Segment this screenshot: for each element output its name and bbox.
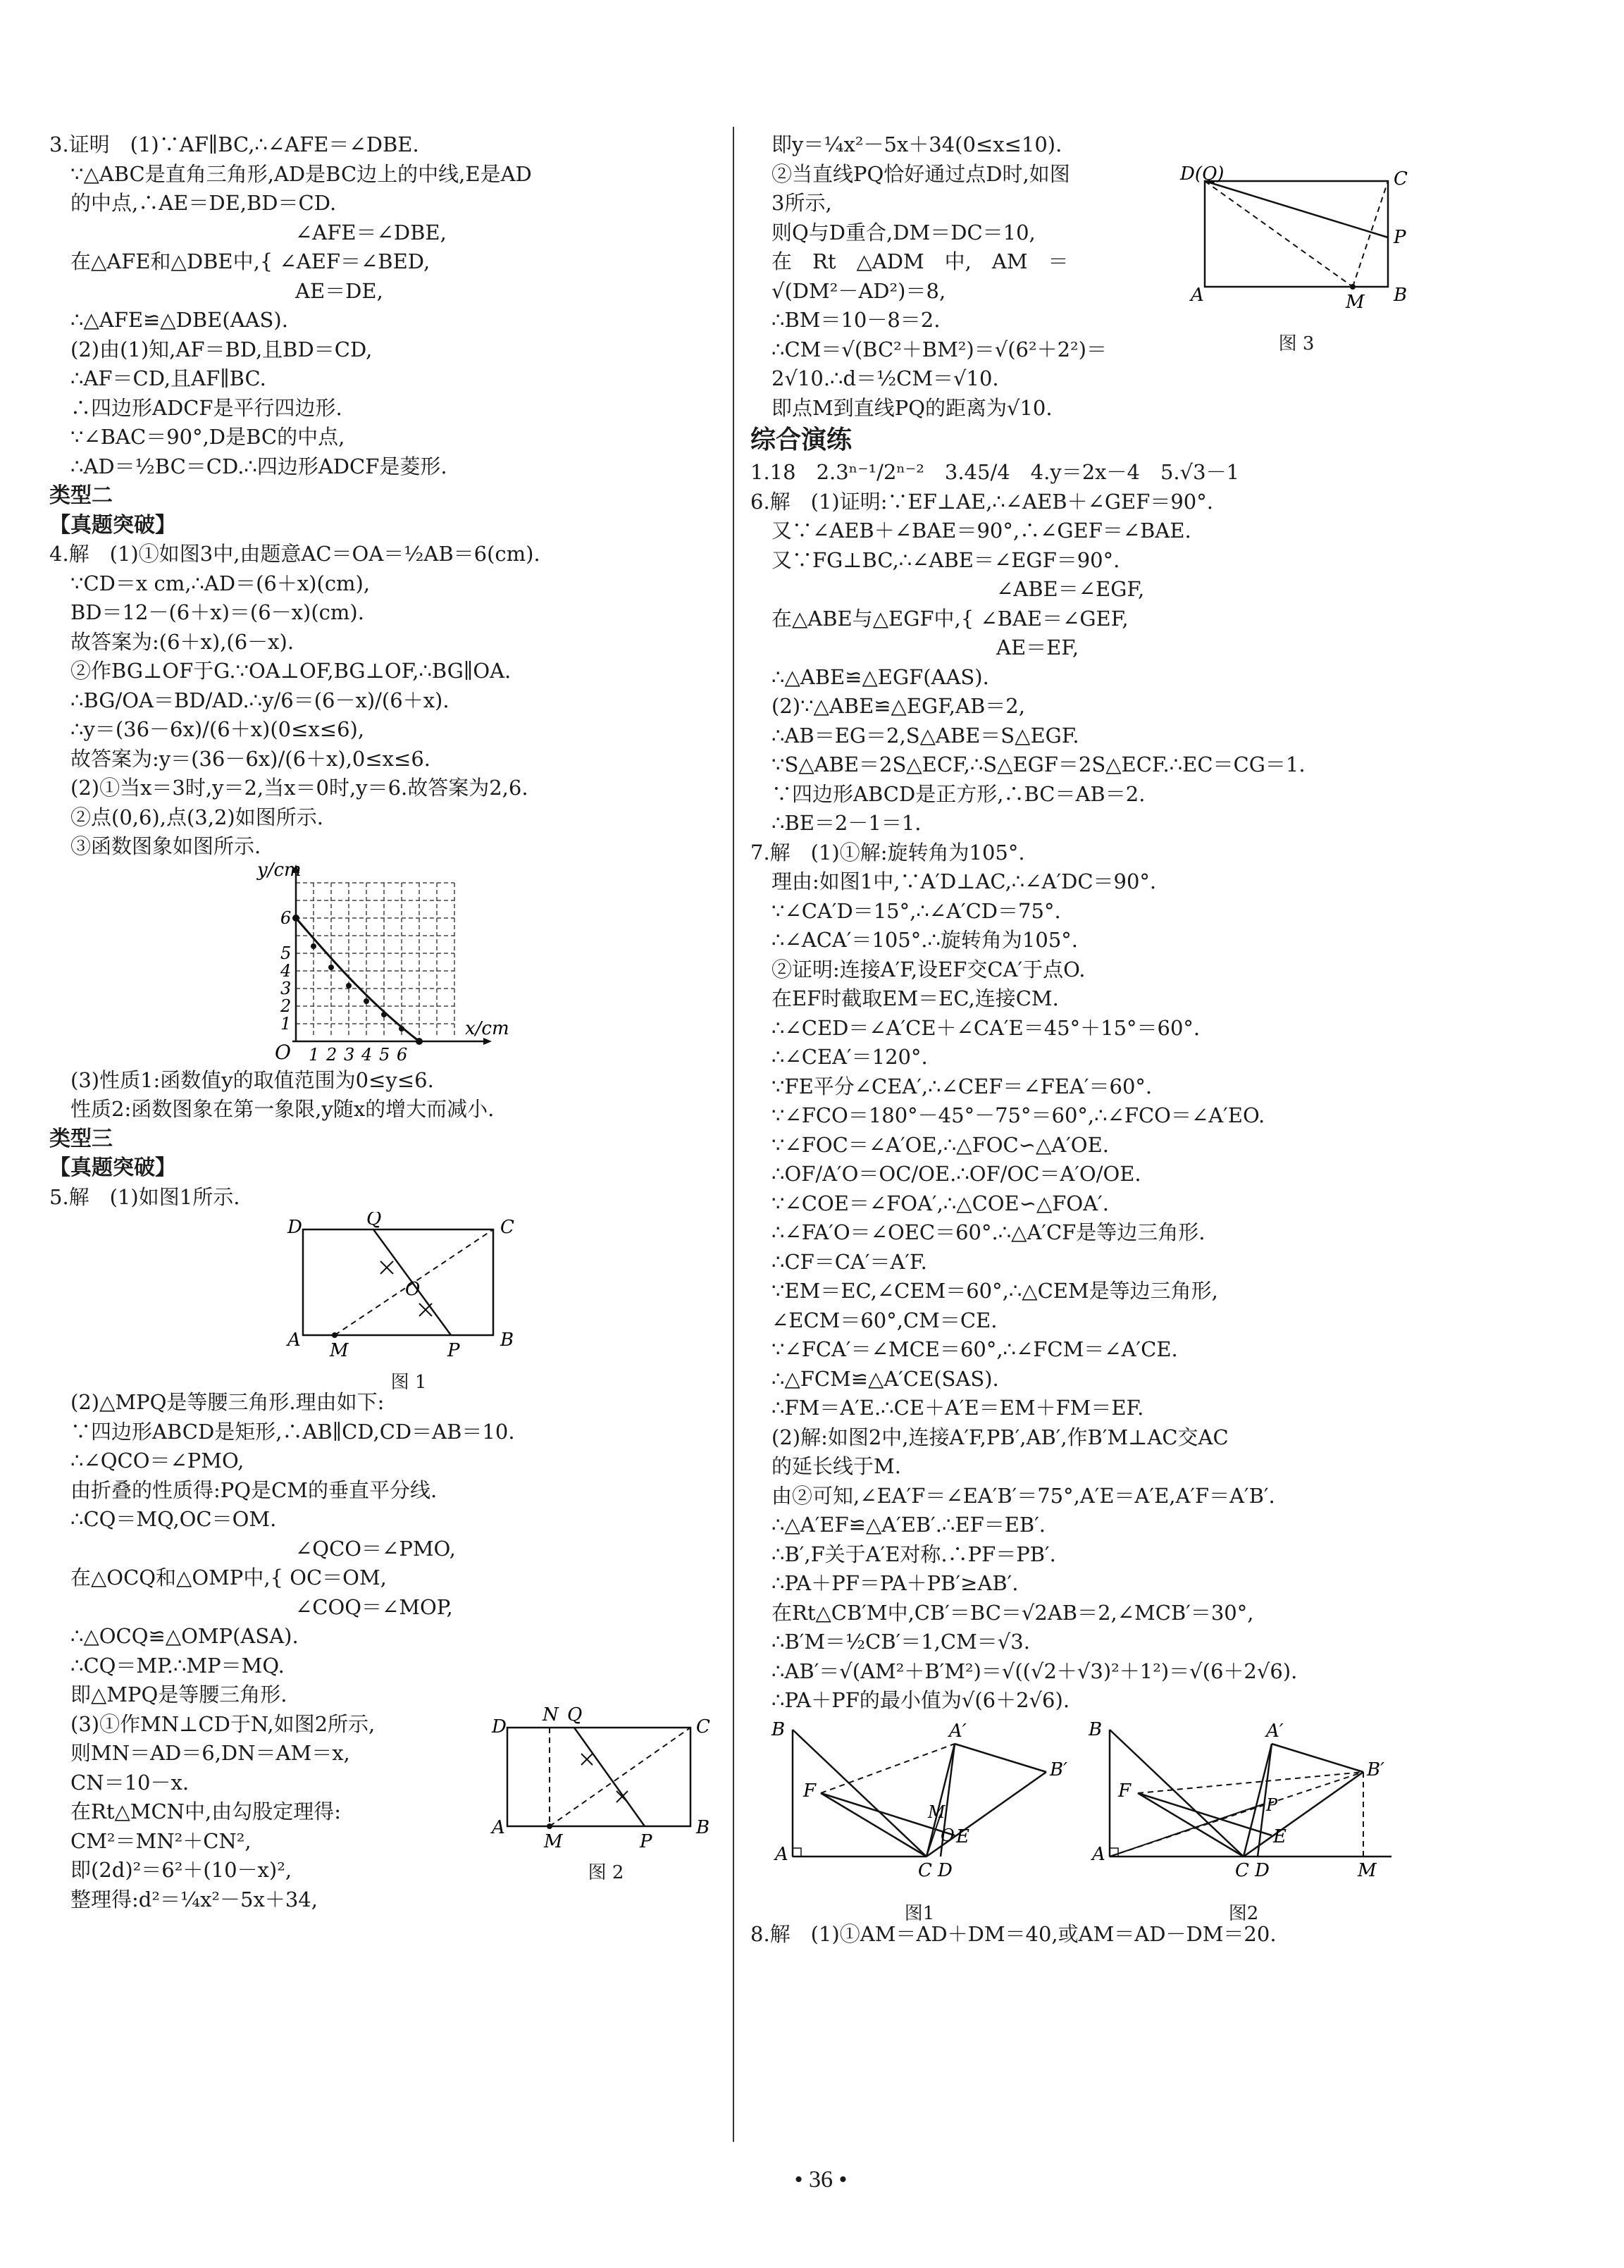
- origin-label: O: [275, 1040, 291, 1064]
- text-line: ∴AB＝EG＝2,S△ABE＝S△EGF.: [771, 723, 1079, 748]
- text-line: 5.解 (1)如图1所示.: [49, 1184, 240, 1209]
- svg-text:B′: B′: [1367, 1759, 1385, 1780]
- text-line: ∴AD＝½BC＝CD.∴四边形ADCF是菱形.: [70, 454, 447, 478]
- text-line: CN＝10－x.: [70, 1770, 190, 1795]
- svg-text:B: B: [1394, 284, 1408, 306]
- text-line: (2)△MPQ是等腰三角形.理由如下:: [70, 1390, 385, 1414]
- text-line: 在EF时截取EM＝EC,连接CM.: [771, 986, 1059, 1010]
- text-line: 在Rt△CB′M中,CB′＝BC＝√2AB＝2,∠MCB′＝30°,: [771, 1600, 1254, 1625]
- text-line: 又∵FG⊥BC,∴∠ABE＝∠EGF＝90°.: [771, 547, 1120, 572]
- text-line: ∴CQ＝MQ,OC＝OM.: [70, 1507, 277, 1531]
- text-line: ②证明:连接A′F,设EF交CA′于点O.: [771, 957, 1086, 981]
- x-tick: 6: [397, 1044, 408, 1065]
- text-line: 1.18 2.3ⁿ⁻¹/2ⁿ⁻² 3.45/4 4.y＝2x－4 5.√3－1: [750, 460, 1240, 484]
- text-line: ∴△ABE≌△EGF(AAS).: [771, 664, 989, 689]
- text-line: 则MN＝AD＝6,DN＝AM＝x,: [70, 1741, 350, 1765]
- text-line: 故答案为:y＝(36－6x)/(6＋x),0≤x≤6.: [70, 746, 430, 771]
- y-tick: 5: [280, 943, 292, 963]
- section-breakthrough: 【真题突破】: [49, 512, 176, 538]
- y-tick: 3: [280, 978, 292, 998]
- svg-text:A: A: [1191, 284, 1204, 306]
- x-tick: 2: [326, 1044, 337, 1065]
- text-line: (2)∵△ABE≌△EGF,AB＝2,: [771, 694, 1025, 718]
- figure-7-1-svg: [764, 1716, 1074, 1892]
- text-line: ∴△OCQ≌△OMP(ASA).: [70, 1624, 299, 1648]
- figure-2-svg: [486, 1703, 726, 1851]
- svg-text:O: O: [405, 1279, 421, 1300]
- text-line: 性质2:函数图象在第一象限,y随x的增大而减小.: [70, 1097, 495, 1121]
- figure-1: [282, 1212, 747, 1393]
- x-tick: 4: [361, 1044, 373, 1065]
- svg-text:A′: A′: [1266, 1720, 1284, 1742]
- text-line: ∵∠FOC＝∠A′OE,∴△FOC∽△A′OE.: [771, 1132, 1109, 1157]
- x-tick: 1: [309, 1044, 320, 1065]
- text-line: ∴PA＋PF＝PA＋PB′≥AB′.: [771, 1571, 1019, 1595]
- svg-text:M: M: [330, 1340, 349, 1360]
- text-line: ∴∠QCO＝∠PMO,: [70, 1449, 244, 1473]
- text-line: AE＝EF,: [771, 636, 1079, 659]
- x-axis-label: x/cm: [465, 1017, 509, 1039]
- figure-1-svg: [282, 1212, 535, 1360]
- text-line: 则Q与D重合,DM＝DC＝10,: [771, 220, 1036, 244]
- svg-text:D: D: [1255, 1859, 1270, 1881]
- svg-text:B′: B′: [1050, 1759, 1068, 1780]
- svg-text:D: D: [492, 1716, 507, 1737]
- text-line: ∵∠FCO＝180°－45°－75°＝60°,∴∠FCO＝∠A′EO.: [771, 1103, 1265, 1127]
- svg-text:C: C: [1235, 1859, 1249, 1881]
- figure-7-2-caption: 图2: [1228, 1903, 1259, 1924]
- text-line: ②当直线PQ恰好通过点D时,如图: [771, 161, 1070, 186]
- text-line: ∴B′,F关于A′E对称.∴PF＝PB′.: [771, 1542, 1056, 1566]
- text-line: ③函数图象如图所示.: [70, 834, 261, 858]
- figure-2: [486, 1703, 726, 1888]
- text-line: ∴OF/A′O＝OC/OE.∴OF/OC＝A′O/OE.: [771, 1162, 1141, 1186]
- text-line: CM²＝MN²＋CN²,: [70, 1828, 252, 1853]
- text-line: 即△MPQ是等腰三角形.: [70, 1683, 287, 1706]
- svg-text:B: B: [500, 1330, 514, 1351]
- text-line: ∴△FCM≌△A′CE(SAS).: [771, 1366, 999, 1391]
- text-line: 3所示,: [771, 191, 832, 215]
- text-line: ∴PA＋PF的最小值为√(6＋2√6).: [771, 1688, 1070, 1712]
- svg-text:B: B: [1089, 1718, 1103, 1740]
- text-line: ∴y＝(36－6x)/(6＋x)(0≤x≤6),: [70, 717, 365, 741]
- text-line: ∴AF＝CD,且AF∥BC.: [70, 366, 266, 390]
- text-line: ∵∠BAC＝90°,D是BC的中点,: [70, 425, 345, 449]
- svg-text:P: P: [1394, 226, 1406, 248]
- svg-text:Q: Q: [366, 1212, 382, 1229]
- svg-text:P: P: [447, 1340, 460, 1360]
- svg-text:D(Q): D(Q): [1180, 163, 1225, 185]
- text-line: √(DM²－AD²)＝8,: [771, 278, 946, 303]
- function-graph: [254, 862, 747, 1066]
- svg-text:M: M: [928, 1802, 946, 1822]
- text-line: (3)性质1:函数值y的取值范围为0≤y≤6.: [70, 1067, 434, 1092]
- text-line: 理由:如图1中,∵A′D⊥AC,∴∠A′DC＝90°.: [771, 869, 1157, 893]
- text-line: 在△AFE和△DBE中,{ ∠AEF＝∠BED,: [70, 249, 430, 273]
- page-number: • 36 •: [794, 2167, 848, 2193]
- svg-text:F: F: [1118, 1780, 1132, 1802]
- text-line: ②点(0,6),点(3,2)如图所示.: [70, 805, 323, 829]
- text-line: ∵EM＝EC,∠CEM＝60°,∴△CEM是等边三角形,: [771, 1279, 1218, 1303]
- text-line: ∴∠CED＝∠A′CE＋∠CA′E＝45°＋15°＝60°.: [771, 1015, 1201, 1040]
- figure-7-2: [1089, 1716, 1399, 1924]
- text-line: 即y＝¼x²－5x＋34(0≤x≤10).: [771, 132, 1062, 156]
- text-line: ∴BE＝2－1＝1.: [771, 811, 922, 835]
- text-line: ∵∠CA′D＝15°,∴∠A′CD＝75°.: [771, 898, 1061, 923]
- text-line: ∴△AFE≌△DBE(AAS).: [70, 308, 288, 332]
- text-line: ∵FE平分∠CEA′,∴∠CEF＝∠FEA′＝60°.: [771, 1074, 1153, 1098]
- svg-text:O: O: [941, 1825, 955, 1845]
- svg-text:D: D: [287, 1217, 302, 1238]
- svg-text:M: M: [1358, 1859, 1377, 1881]
- right-column: [750, 130, 1448, 1949]
- text-line: ∴∠ACA′＝105°.∴旋转角为105°.: [771, 928, 1079, 952]
- text-line: 2√10.∴d＝½CM＝√10.: [771, 366, 999, 390]
- y-tick: 6: [280, 907, 292, 928]
- text-line: ∵∠FCA′＝∠MCE＝60°,∴∠FCM＝∠A′CE.: [771, 1337, 1178, 1361]
- y-tick: 2: [280, 996, 292, 1016]
- text-line: ∴∠FA′O＝∠OEC＝60°.∴△A′CF是等边三角形.: [771, 1220, 1205, 1244]
- figure-2-caption: 图 2: [588, 1862, 624, 1883]
- section-breakthrough: 【真题突破】: [49, 1155, 176, 1180]
- svg-text:A: A: [287, 1330, 301, 1351]
- text-line: (2)解:如图2中,连接A′F,PB′,AB′,作B′M⊥AC交AC: [771, 1425, 1229, 1449]
- text-line: 故答案为:(6＋x),(6－x).: [70, 629, 295, 654]
- text-line: ∴CQ＝MP.∴MP＝MQ.: [70, 1653, 285, 1678]
- text-line: 整理得:d²＝¼x²－5x＋34,: [70, 1887, 318, 1911]
- text-line: 3.证明 (1)∵AF∥BC,∴∠AFE＝∠DBE.: [49, 132, 419, 156]
- text-line: 的中点,∴AE＝DE,BD＝CD.: [70, 191, 337, 215]
- svg-text:M: M: [1346, 291, 1365, 313]
- function-graph-svg: [254, 862, 550, 1066]
- text-line: ∴CF＝CA′＝A′F.: [771, 1249, 927, 1274]
- function-curve: [296, 918, 419, 1041]
- text-line: ∠ECM＝60°,CM＝CE.: [771, 1308, 998, 1332]
- svg-text:C: C: [696, 1716, 710, 1737]
- text-line: (2)①当x＝3时,y＝2,当x＝0时,y＝6.故答案为2,6.: [70, 776, 528, 800]
- text-line: AE＝DE,: [70, 278, 383, 303]
- svg-text:C: C: [500, 1217, 514, 1238]
- figure-3-svg: [1177, 160, 1416, 322]
- left-column: [49, 130, 747, 1914]
- text-line: ∴BG/OA＝BD/AD.∴y/6＝(6－x)/(6＋x).: [70, 688, 450, 712]
- svg-text:D: D: [938, 1859, 953, 1881]
- text-line: ∵四边形ABCD是矩形,∴AB∥CD,CD＝AB＝10.: [70, 1419, 515, 1444]
- text-line: (3)①作MN⊥CD于N,如图2所示,: [70, 1711, 376, 1736]
- text-line: 4.解 (1)①如图3中,由题意AC＝OA＝½AB＝6(cm).: [49, 542, 540, 566]
- svg-text:C: C: [918, 1859, 932, 1881]
- svg-text:B: B: [696, 1816, 710, 1838]
- text-line: ∵S△ABE＝2S△ECF,∴S△EGF＝2S△ECF.∴EC＝CG＝1.: [771, 752, 1306, 776]
- svg-text:P: P: [640, 1830, 652, 1851]
- text-line: (2)由(1)知,AF＝BD,且BD＝CD,: [70, 337, 373, 361]
- svg-text:P: P: [1266, 1795, 1278, 1815]
- section-type-2: 类型二: [49, 483, 113, 508]
- figure-3-caption: 图 3: [1278, 333, 1315, 354]
- text-line: 由②可知,∠EA′F＝∠EA′B′＝75°,A′E＝A′E,A′F＝A′B′.: [771, 1483, 1275, 1508]
- svg-text:F: F: [803, 1780, 817, 1802]
- text-line: ②作BG⊥OF于G.∵OA⊥OF,BG⊥OF,∴BG∥OA.: [70, 659, 512, 683]
- svg-text:A: A: [492, 1816, 505, 1838]
- text-line: 由折叠的性质得:PQ是CM的垂直平分线.: [70, 1477, 438, 1502]
- figure-7-1-caption: 图1: [904, 1903, 935, 1924]
- svg-text:C: C: [1394, 168, 1408, 190]
- text-line: ∴B′M＝½CB′＝1,CM＝√3.: [771, 1630, 1030, 1654]
- text-line: 又∵∠AEB＋∠BAE＝90°,∴∠GEF＝∠BAE.: [771, 519, 1191, 543]
- svg-text:Q: Q: [567, 1704, 583, 1725]
- svg-text:A: A: [1092, 1843, 1105, 1865]
- text-line: 即点M到直线PQ的距离为√10.: [771, 395, 1053, 420]
- svg-text:A′: A′: [949, 1720, 967, 1742]
- text-line: 在 Rt △ADM 中, AM ＝: [771, 249, 1069, 273]
- text-line: ∵∠COE＝∠FOA′,∴△COE∽△FOA′.: [771, 1191, 1109, 1215]
- text-line: ∠ABE＝∠EGF,: [771, 577, 1145, 601]
- text-line: ∴四边形ADCF是平行四边形.: [70, 395, 342, 420]
- text-line: BD＝12－(6＋x)＝(6－x)(cm).: [70, 600, 364, 624]
- text-line: 7.解 (1)①解:旋转角为105°.: [750, 840, 1025, 865]
- text-line: ∴FM＝A′E.∴CE＋A′E＝EM＋FM＝EF.: [771, 1396, 1144, 1420]
- figure-7-2-svg: [1089, 1716, 1399, 1892]
- y-tick: 1: [280, 1013, 292, 1034]
- x-tick: 5: [379, 1044, 390, 1065]
- text-line: 的延长线于M.: [771, 1454, 901, 1478]
- text-line: ∠COQ＝∠MOP,: [70, 1594, 453, 1619]
- text-line: ∵△ABC是直角三角形,AD是BC边上的中线,E是AD: [70, 161, 532, 186]
- text-line: ∴△A′EF≌△A′EB′.∴EF＝EB′.: [771, 1513, 1046, 1537]
- text-line: ∵CD＝x cm,∴AD＝(6＋x)(cm),: [70, 571, 371, 595]
- text-line: ∠AFE＝∠DBE,: [70, 220, 447, 244]
- svg-text:M: M: [544, 1830, 563, 1851]
- text-line: ∵四边形ABCD是正方形,∴BC＝AB＝2.: [771, 781, 1146, 806]
- text-line: ∴AB′＝√(AM²＋B′M²)＝√((√2＋√3)²＋1²)＝√(6＋2√6).: [771, 1659, 1298, 1683]
- figures-7: [750, 1716, 1448, 1924]
- section-type-3: 类型三: [49, 1126, 113, 1151]
- section-comprehensive-practice: 综合演练: [750, 426, 853, 454]
- svg-text:E: E: [1273, 1826, 1287, 1847]
- figure-7-1: [764, 1716, 1074, 1924]
- y-axis-label: y/cm: [257, 861, 302, 881]
- text-line: ∠QCO＝∠PMO,: [70, 1536, 456, 1561]
- text-line: 8.解 (1)①AM＝AD＋DM＝40,或AM＝AD－DM＝20.: [750, 1921, 1277, 1946]
- svg-text:B: B: [771, 1718, 786, 1740]
- x-tick: 3: [344, 1044, 355, 1065]
- text-line: 在△ABE与△EGF中,{ ∠BAE＝∠GEF,: [771, 606, 1129, 631]
- text-line: 即(2d)²＝6²＋(10－x)²,: [70, 1858, 292, 1882]
- text-line: ∴CM＝√(BC²＋BM²)＝√(6²＋2²)＝: [771, 337, 1107, 361]
- text-line: 在△OCQ和△OMP中,{ OC＝OM,: [70, 1566, 387, 1590]
- text-line: ∴BM＝10－8＝2.: [771, 308, 941, 332]
- y-tick: 4: [280, 960, 292, 981]
- svg-text:A: A: [775, 1843, 788, 1865]
- text-line: 6.解 (1)证明:∵EF⊥AE,∴∠AEB＋∠GEF＝90°.: [750, 489, 1213, 514]
- svg-text:N: N: [543, 1704, 559, 1725]
- figure-3: [1177, 160, 1416, 359]
- svg-text:E: E: [956, 1826, 969, 1847]
- text-line: 在Rt△MCN中,由勾股定理得:: [70, 1799, 342, 1823]
- figure-1-caption: 图 1: [390, 1371, 427, 1393]
- text-line: ∴∠CEA′＝120°.: [771, 1045, 928, 1069]
